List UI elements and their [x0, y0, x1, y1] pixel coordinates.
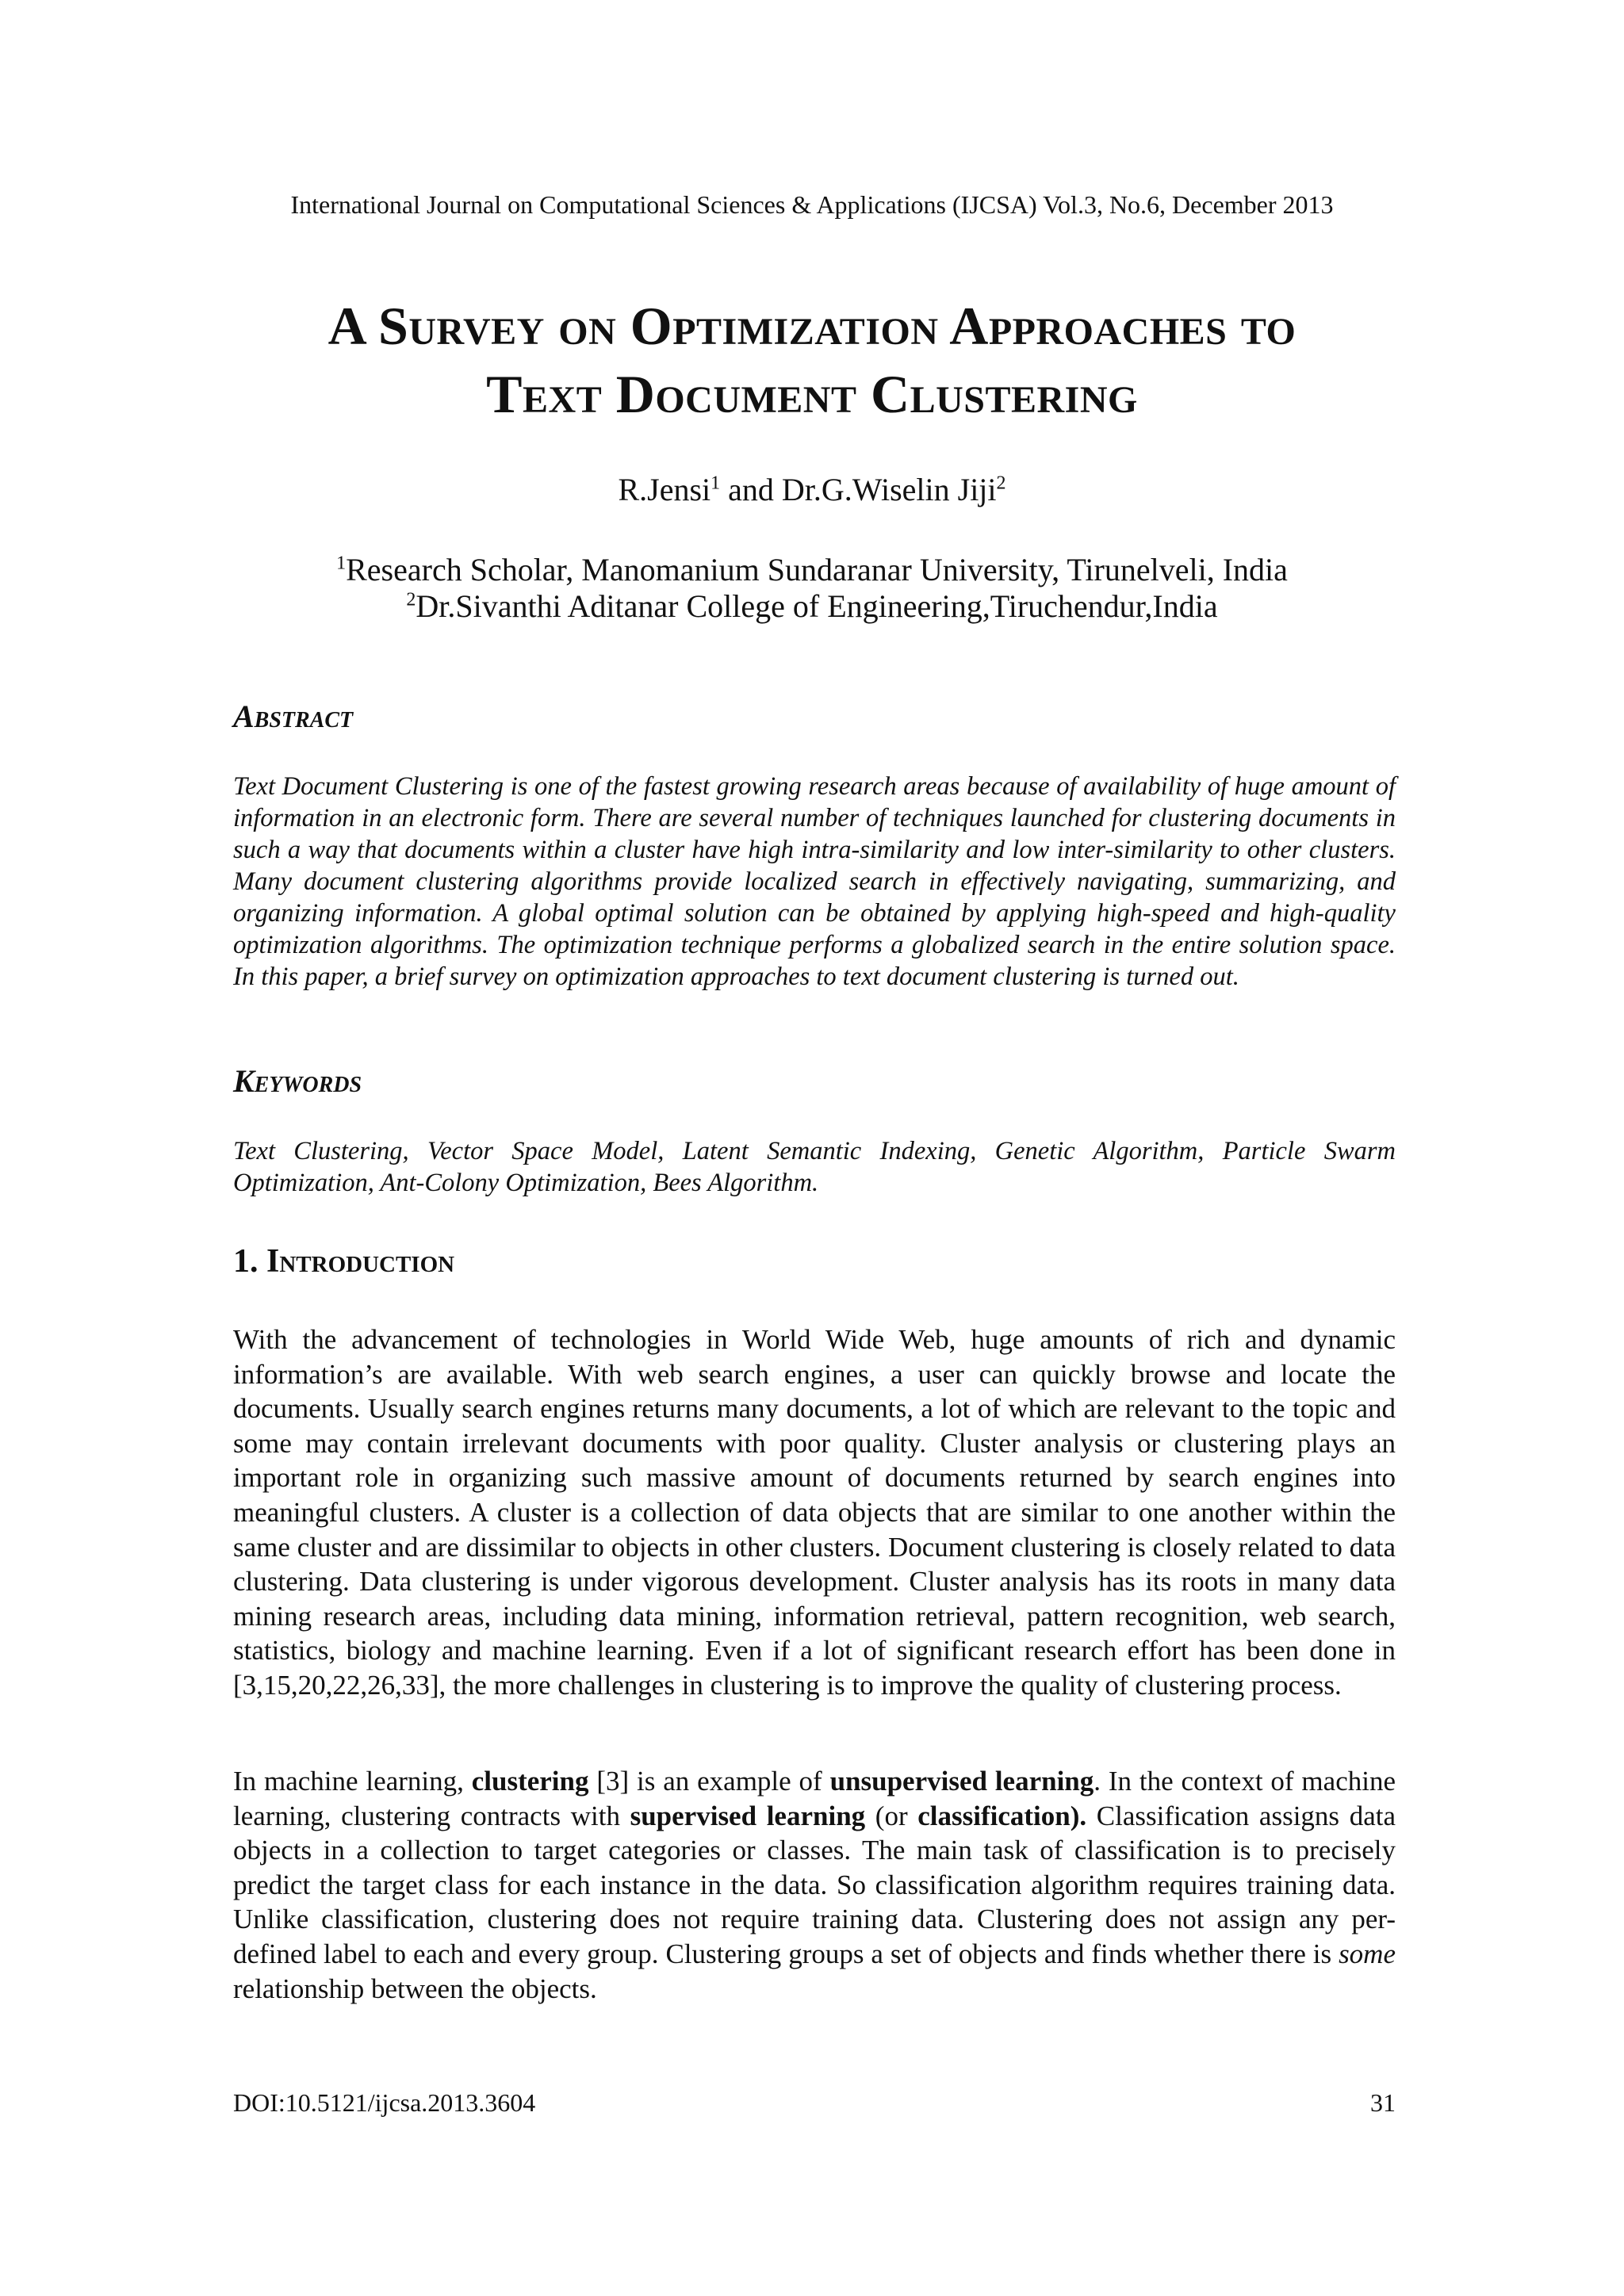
author-line	[0, 468, 1624, 512]
para2-bold-supervised: supervised learning	[630, 1800, 866, 1831]
para2-text-3: . In the context of machine learning, clustering contracts with	[233, 1766, 1396, 1831]
paper-title-line-1: A Survey on Optimization Approaches to	[327, 296, 1297, 356]
abstract-heading: Abstract	[233, 698, 354, 734]
affiliation-2	[0, 588, 1624, 625]
para2-text-4: (or	[865, 1800, 918, 1831]
para2-text-6: relationship between the objects.	[233, 1973, 597, 2004]
para2-text-5: Classification assigns data objects in a collection to target categories or classes. The main task of classification is to precisely predict the target class for each instance in the data. So classification algorithm requires training data. Unlike classification, clustering does not require training data. Clustering does not assign any per-defined label to each and every group. Clustering groups a set of objects and finds whether there is	[233, 1800, 1396, 1969]
author-1-affiliation-mark: 1	[710, 473, 721, 494]
introduction-heading: 1. Introduction	[233, 1243, 455, 1280]
abstract-text: Text Document Clustering is one of the fastest growing research areas because of availability of huge amount of information in an electronic form. There are several number of techniques launched for clustering documents in such a way that documents within a cluster have high intra-similarity and low inter-similarity to other clusters. Many document clustering algorithms provide localized search in effectively navigating, summarizing, and organizing information. A global optimal solution can be obtained by applying high-speed and high-quality optimization algorithms. The optimization technique performs a globalized search in the entire solution space. In this paper, a brief survey on optimization approaches to text document clustering is turned out.	[233, 772, 1396, 991]
keywords-heading: Keywords	[233, 1063, 362, 1099]
para2-bold-clustering: clustering	[471, 1766, 589, 1797]
para2-bold-unsupervised: unsupervised learning	[829, 1766, 1094, 1797]
running-header: International Journal on Computational Sciences & Applications (IJCSA) Vol.3, No.6, December 2013	[290, 190, 1334, 219]
affiliation-1	[0, 552, 1624, 588]
author-2-name: Dr.G.Wiselin Jiji	[781, 472, 997, 507]
affiliations	[0, 552, 1624, 625]
paper-title-line-2: Text Document Clustering	[486, 364, 1138, 424]
para2-bold-classification: classification).	[917, 1800, 1087, 1831]
paper-title	[159, 292, 1465, 428]
para2-text-2: [3] is an example of	[588, 1766, 830, 1797]
para2-text-1: In machine learning,	[233, 1766, 472, 1797]
keywords-text: Text Clustering, Vector Space Model, Latent Semantic Indexing, Genetic Algorithm, Particle Swarm Optimization, Ant-Colony Optimization, Bees Algorithm.	[233, 1137, 1396, 1197]
introduction-paragraph-1: With the advancement of technologies in World Wide Web, huge amounts of rich and dynamic information’s are available. With web search engines, a user can quickly browse and locate the documents. Usually search engines returns many documents, a lot of which are relevant to the topic and some may contain irrelevant documents with poor quality. Cluster analysis or clustering plays an important role in organizing such massive amount of documents returned by search engines into meaningful clusters. A cluster is a collection of data objects that are similar to one another within the same cluster and are dissimilar to objects in other clusters. Document clustering is closely related to data clustering. Data clustering is under vigorous development. Cluster analysis has its roots in many data mining research areas, including data mining, information retrieval, pattern recognition, web search, statistics, biology and machine learning. Even if a lot of significant research effort has been done in [3,15,20,22,26,33], the more challenges in clustering is to improve the quality of clustering process.	[233, 1324, 1396, 1701]
footer-doi: DOI:10.5121/ijcsa.2013.3604	[233, 2088, 536, 2117]
para2-italic-some: some	[1339, 1938, 1396, 1969]
affiliation-2-text: Dr.Sivanthi Aditanar College of Engineering,Tiruchendur,India	[416, 588, 1218, 624]
affiliation-2-mark: 2	[406, 589, 416, 610]
author-joiner: and	[720, 472, 782, 507]
author-1-name: R.Jensi	[618, 472, 711, 507]
affiliation-1-mark: 1	[336, 553, 347, 574]
page-number: 31	[1370, 2088, 1396, 2117]
affiliation-1-text: Research Scholar, Manomanium Sundaranar University, Tirunelveli, India	[346, 552, 1288, 587]
author-2-affiliation-mark: 2	[996, 473, 1006, 494]
introduction-paragraph-2	[233, 1764, 1396, 2006]
